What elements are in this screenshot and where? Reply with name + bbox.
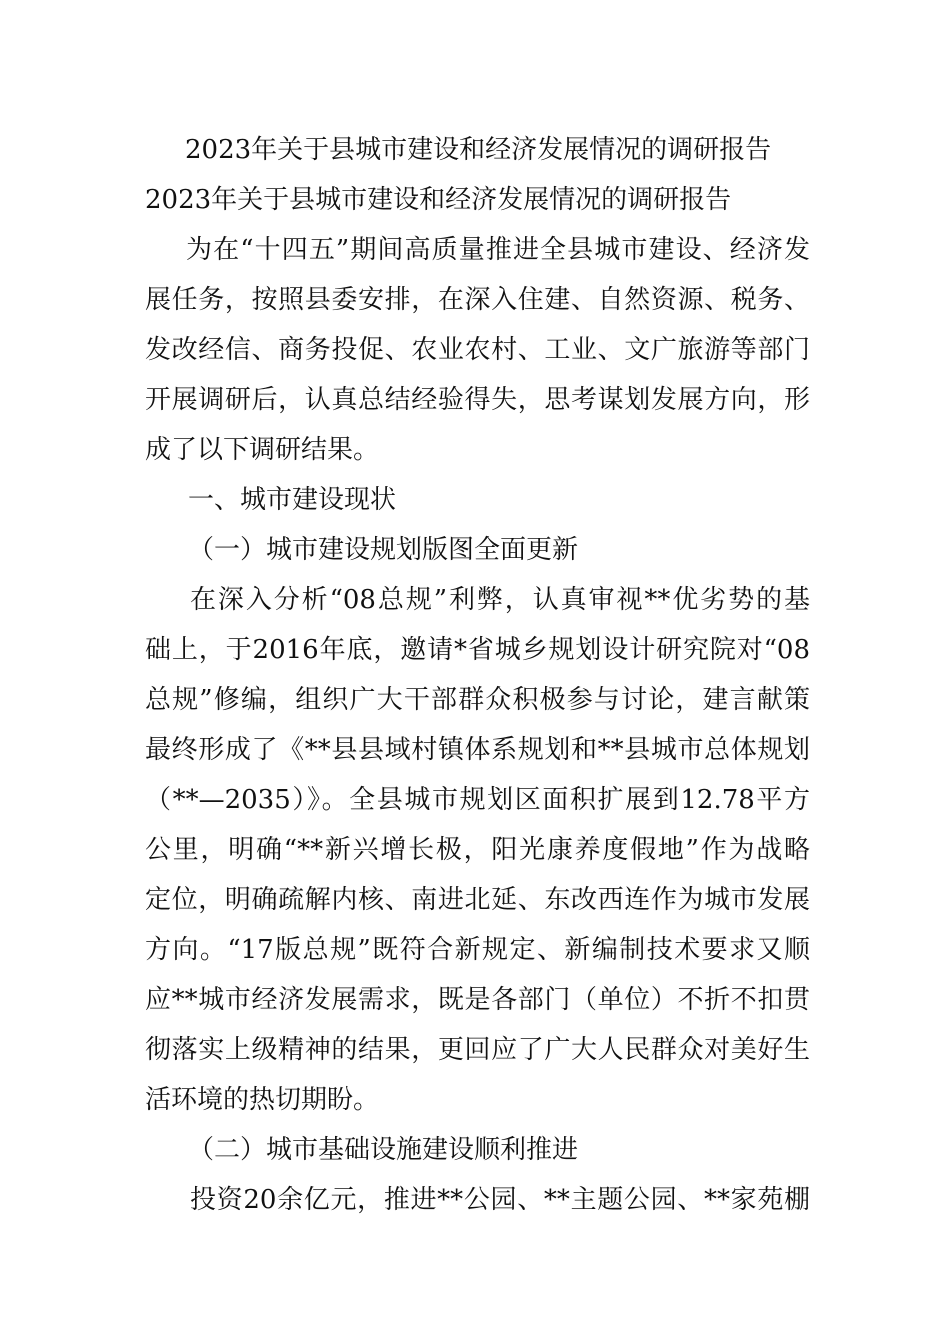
- paragraph-line: （**—2035）》。全县城市规划区面积扩展到12.78平方: [145, 785, 810, 815]
- intro-line: 发改经信、商务投促、农业农村、工业、文广旅游等部门: [145, 335, 810, 365]
- document-subtitle: 2023年关于县城市建设和经济发展情况的调研报告: [145, 185, 732, 215]
- paragraph-line: 投资20余亿元，推进**公园、**主题公园、**家苑棚: [190, 1185, 810, 1215]
- subsection-heading: （二）城市基础设施建设顺利推进: [188, 1135, 579, 1165]
- subsection-heading: （一）城市建设规划版图全面更新: [188, 535, 579, 565]
- document-title: 2023年关于县城市建设和经济发展情况的调研报告: [185, 135, 772, 165]
- paragraph-line: 础上，于2016年底，邀请*省城乡规划设计研究院对“08: [145, 635, 810, 665]
- paragraph-line: 定位，明确疏解内核、南进北延、东改西连作为城市发展: [145, 885, 810, 915]
- paragraph-line: 最终形成了《**县县域村镇体系规划和**县城市总体规划: [145, 735, 810, 765]
- paragraph-line: 在深入分析“08总规”利弊，认真审视**优劣势的基: [190, 585, 810, 615]
- intro-line: 成了以下调研结果。: [145, 435, 380, 465]
- paragraph-line: 方向。“17版总规”既符合新规定、新编制技术要求又顺: [145, 935, 810, 965]
- paragraph-line: 公里，明确“**新兴增长极，阳光康养度假地”作为战略: [145, 835, 810, 865]
- intro-line: 开展调研后，认真总结经验得失，思考谋划发展方向，形: [145, 385, 810, 415]
- paragraph-line: 彻落实上级精神的结果，更回应了广大人民群众对美好生: [145, 1035, 810, 1065]
- intro-line: 展任务，按照县委安排，在深入住建、自然资源、税务、: [145, 285, 810, 315]
- paragraph-line: 应**城市经济发展需求，既是各部门（单位）不折不扣贯: [145, 985, 810, 1015]
- intro-line: 为在“十四五”期间高质量推进全县城市建设、经济发: [186, 235, 810, 265]
- paragraph-line: 总规”修编，组织广大干部群众积极参与讨论，建言献策: [145, 685, 810, 715]
- section-heading: 一、城市建设现状: [188, 485, 397, 515]
- paragraph-line: 活环境的热切期盼。: [145, 1085, 380, 1115]
